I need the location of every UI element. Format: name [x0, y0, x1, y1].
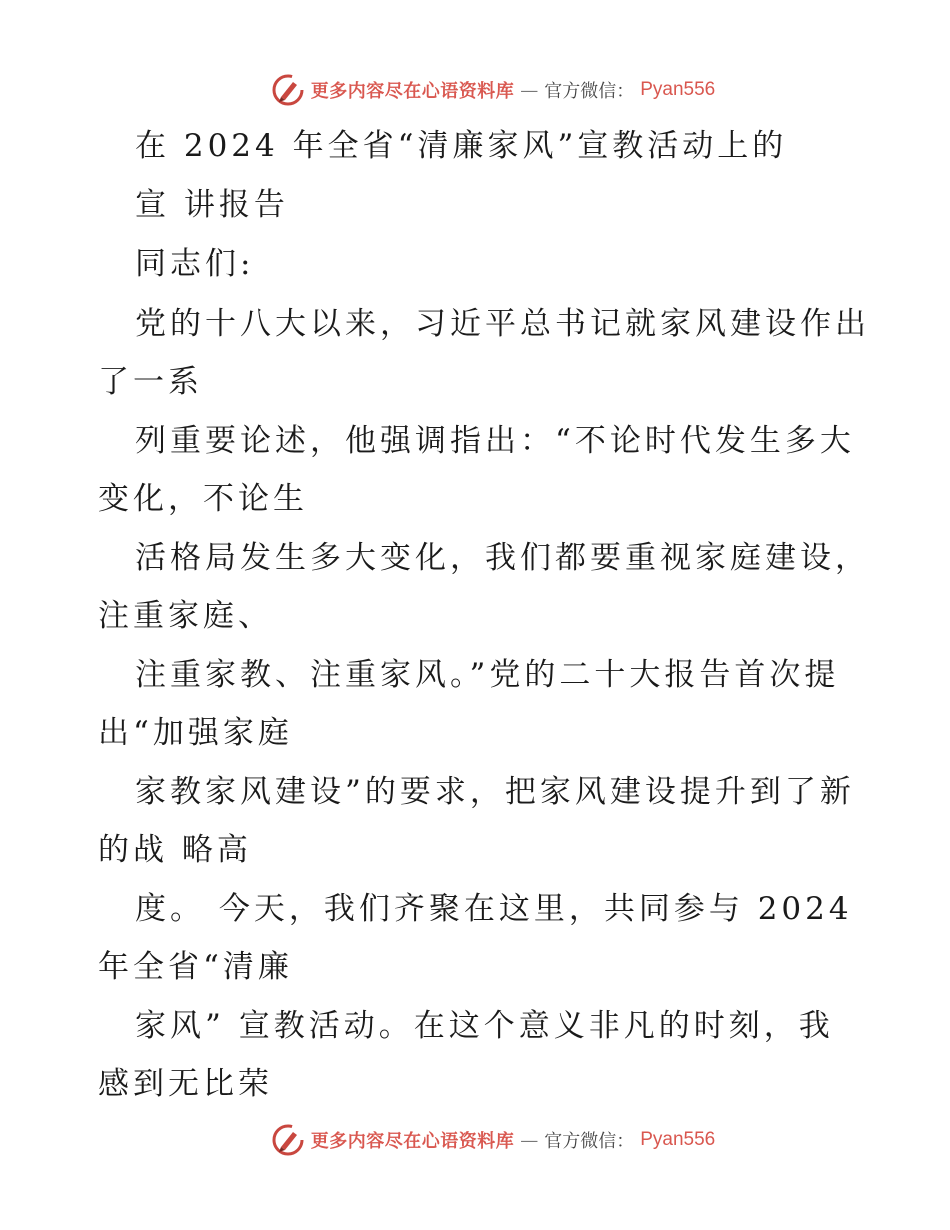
document-title-line-2: 宣 讲报告	[135, 187, 289, 223]
paragraph-line: 家教家风建设”的要求，把家风建设提升到了新	[135, 774, 855, 810]
paragraph-line: 感到无比荣	[98, 1066, 273, 1102]
watermark-separator: —	[520, 79, 539, 101]
paragraph-line: 度。 今天，我们齐聚在这里，共同参与 2024	[135, 891, 853, 927]
document-title-line-1: 在 2024 年全省“清廉家风”宣教活动上的	[135, 128, 788, 164]
watermark-wechat-id: Pyan556	[640, 1129, 716, 1150]
pen-logo-icon	[271, 1123, 305, 1157]
pen-logo-icon	[271, 73, 305, 107]
salutation: 同志们:	[135, 246, 255, 282]
paragraph-line: 家风” 宣教活动。在这个意义非凡的时刻，我	[135, 1008, 834, 1044]
watermark-wechat-label: 官方微信：	[544, 1131, 635, 1152]
watermark-wechat-id: Pyan556	[640, 79, 716, 100]
watermark-main-text: 更多内容尽在心语资料库	[310, 1131, 515, 1152]
header-watermark	[0, 72, 950, 108]
paragraph-line: 活格局发生多大变化，我们都要重视家庭建设，	[135, 540, 870, 576]
paragraph-line: 了一系	[98, 364, 203, 400]
watermark-separator: —	[520, 1129, 539, 1151]
paragraph-line: 列重要论述，他强调指出：“不论时代发生多大	[135, 423, 855, 459]
paragraph-line: 的战 略高	[98, 832, 252, 868]
paragraph-line: 注重家教、注重家风。”党的二十大报告首次提	[135, 657, 840, 693]
paragraph-line: 出“加强家庭	[98, 715, 293, 751]
paragraph-line: 党的十八大以来，习近平总书记就家风建设作出	[135, 306, 870, 342]
paragraph-line: 变化，不论生	[98, 481, 308, 517]
footer-watermark	[0, 1122, 950, 1158]
paragraph-line: 注重家庭、	[98, 598, 273, 634]
paragraph-line: 年全省“清廉	[98, 949, 293, 985]
watermark-wechat-label: 官方微信：	[544, 81, 635, 102]
watermark-main-text: 更多内容尽在心语资料库	[310, 81, 515, 102]
